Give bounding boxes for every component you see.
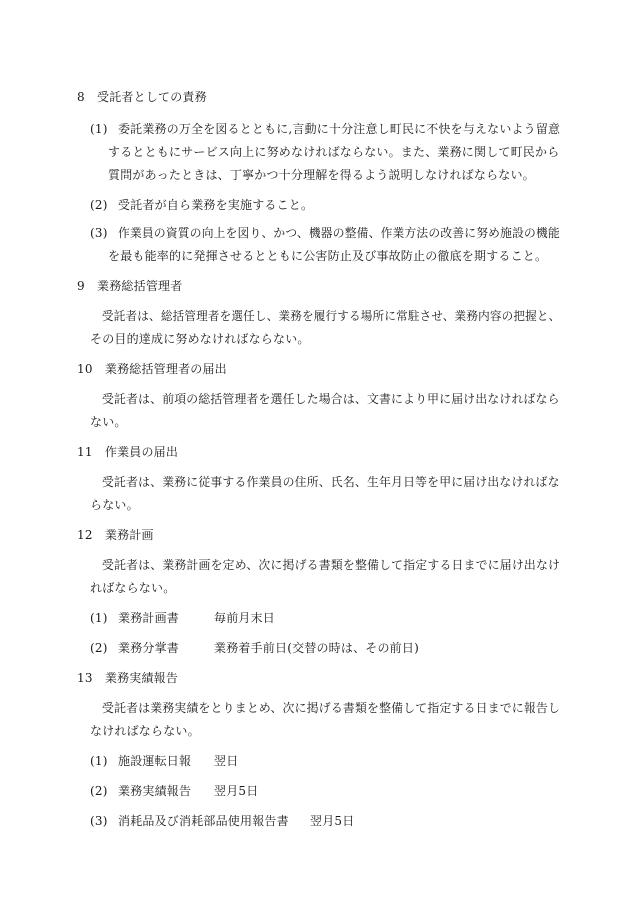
list-number: (1) xyxy=(90,754,108,768)
list-item-due: 業務着手前日(交替の時は、その前日) xyxy=(214,641,419,655)
item-text: 受託者が自ら業務を実施すること。 xyxy=(118,198,314,212)
paragraph-text: 受託者は、業務計画を定め、次に掲げる書類を整備して指定する日までに届け出なけ xyxy=(102,558,561,572)
paragraph-text: なければならない。 xyxy=(90,724,200,738)
paragraph-text: 受託者は、前項の総括管理者を選任した場合は、文書により甲に届け出なければなら xyxy=(102,392,560,406)
section-heading-9: 9 業務総括管理者 xyxy=(77,279,183,293)
section-heading-13: 13 業務実績報告 xyxy=(77,671,179,685)
section-heading-10: 10 業務総括管理者の届出 xyxy=(77,362,227,376)
paragraph-text: その目的達成に努めなければならない。 xyxy=(90,332,310,346)
list-item-name: 業務分掌書 xyxy=(118,641,180,655)
paragraph-text: 受託者は、総括管理者を選任し、業務を履行する場所に常駐させ、業務内容の把握と、 xyxy=(102,309,561,323)
list-number: (2) xyxy=(90,641,108,655)
item-text: するとともにサービス向上に努めなければならない。また、業務に関して町民から xyxy=(108,145,560,159)
list-number: (1) xyxy=(90,611,108,625)
list-item-name: 業務実績報告 xyxy=(118,784,192,798)
paragraph-text: らない。 xyxy=(90,498,139,512)
list-number: (3) xyxy=(90,814,108,828)
paragraph-text: 受託者は業務実績をとりまとめ、次に掲げる書類を整備して指定する日までに報告し xyxy=(102,701,561,715)
paragraph-text: ない。 xyxy=(90,415,127,429)
paragraph-text: 受託者は、業務に従事する作業員の住所、氏名、生年月日等を甲に届け出なければな xyxy=(102,475,560,489)
item-text: 質問があったときは、丁寧かつ十分理解を得るよう説明しなければならない。 xyxy=(108,168,535,182)
item-text: 作業員の資質の向上を図り、かつ、機器の整備、作業方法の改善に努め施設の機能 xyxy=(118,226,560,240)
item-text: を最も能率的に発揮させるとともに公害防止及び事故防止の徹底を期すること。 xyxy=(108,249,548,263)
item-text: 委託業務の万全を図るとともに,言動に十分注意し町民に不快を与えないよう留意 xyxy=(118,122,561,136)
section-heading-12: 12 業務計画 xyxy=(77,528,154,542)
section-heading-11: 11 作業員の届出 xyxy=(77,445,179,459)
section-heading-8: 8 受託者としての責務 xyxy=(77,90,207,104)
list-item-due: 毎前月末日 xyxy=(214,611,276,625)
paragraph-text: ればならない。 xyxy=(90,581,176,595)
list-item-due: 翌月5日 xyxy=(310,814,355,828)
list-item-due: 翌月5日 xyxy=(214,784,259,798)
list-item-due: 翌日 xyxy=(214,754,239,768)
list-item-name: 施設運転日報 xyxy=(118,754,192,768)
list-item-name: 業務計画書 xyxy=(118,611,180,625)
list-number: (2) xyxy=(90,784,108,798)
item-number: (3) xyxy=(90,226,108,240)
list-item-name: 消耗品及び消耗部品使用報告書 xyxy=(118,814,289,828)
item-number: (2) xyxy=(90,198,108,212)
item-number: (1) xyxy=(90,122,108,136)
